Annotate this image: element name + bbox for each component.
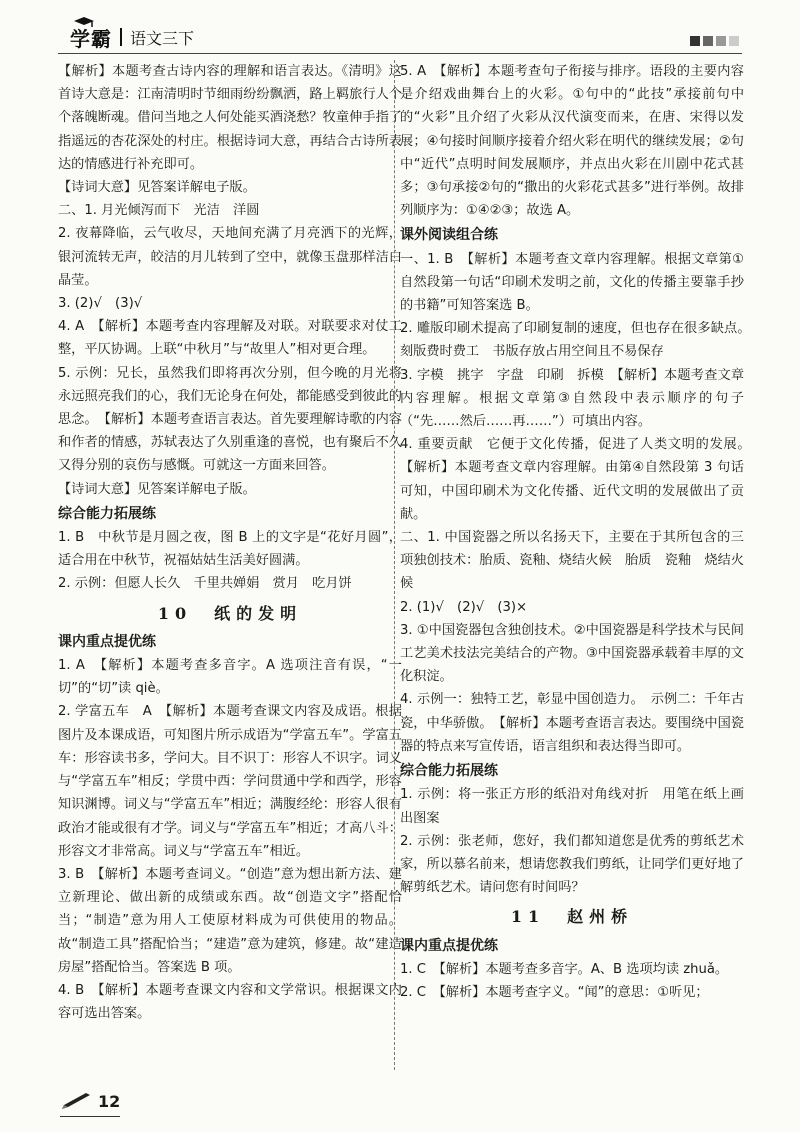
answer-paragraph: 4. A 【解析】本题考查内容理解及对联。对联要求对仗工整，平仄协调。上联“中秋月”与“故里人”相对更合理。	[58, 319, 402, 358]
answer-paragraph: 二、1. 中国瓷器之所以名扬天下，主要在于其所包含的三项独创技术：胎质、瓷釉、烧结火候 胎质 瓷釉 烧结火候	[400, 530, 744, 592]
header-logo	[70, 24, 194, 50]
header-square	[690, 36, 700, 46]
lesson-title: 10 纸的发明	[157, 603, 303, 623]
book-subject: 语文三下	[130, 28, 195, 48]
header-squares	[690, 36, 739, 46]
right-column	[400, 60, 758, 1004]
header-square	[716, 36, 726, 46]
answer-paragraph: 5. A 【解析】本题考查句子衔接与排序。语段的主要内容是介绍戏曲舞台上的火彩。①句中的“此技”承接前句中的“火彩”且介绍了火彩从汉代演变而来，在唐、宋得以发展；④句接时间顺序接着介绍火彩在明代的继续发展；②句中“近代”点明时间发展顺序，并点出火彩在川剧中花式甚多；③句承接②句的“撒出的火彩花式甚多”进行举例。故排列顺序为：①④②③；故选 A。	[400, 64, 744, 219]
answer-paragraph: 2. C 【解析】本题考查字义。“闻”的意思：①听见；	[400, 984, 709, 1000]
answer-paragraph: 4. B 【解析】本题考查课文内容和文学常识。根据课文内容可选出答案。	[58, 982, 402, 1022]
answer-paragraph: 【解析】本题考查古诗内容的理解和语言表达。《清明》这首诗大意是：江南清明时节细雨纷纷飘洒，路上羁旅行人个个落魄断魂。借问当地之人何处能买酒浇愁？牧童伸手指了指遥远的杏花深处的村庄。根据诗词大意，再结合古诗所表达的情感进行补充即可。	[58, 64, 402, 172]
left-column	[58, 60, 402, 1025]
answer-paragraph: 3. (2)√ (3)√	[58, 296, 143, 312]
answer-paragraph: 3. B 【解析】本题考查词义。“创造”意为想出新方法、建立新理论、做出新的成绩或东西。故“创造文字”搭配恰当；“制造”意为用人工使原材料成为可供使用的物品。故“制造工具”搭配恰当；“建造”意为建筑，修建。故“建造房屋”搭配恰当。答案选 B 项。	[58, 866, 402, 975]
answer-paragraph: 二、1. 月光倾泻而下 光洁 洋圆	[58, 203, 260, 219]
answer-paragraph: 2. 示例：张老师，您好，我们都知道您是优秀的剪纸艺术家，所以慕名前来，想请您教我们剪纸，让同学们更好地了解剪纸艺术。请问您有时间吗？	[400, 833, 744, 896]
answer-paragraph: 5. 示例：兄长，虽然我们即将再次分别，但今晚的月光将永远照亮我们的心，我们无论身在何处，都能感受到彼此的思念。 【解析】本题考查语言表达。首先要理解诗歌的内容和作者的情感，苏轼表达了久别重逢的喜悦，也有聚后不久又得分别的哀伤与感慨。可就这一方面来回答。	[58, 365, 402, 474]
answer-paragraph: 2. 示例：但愿人长久 千里共婵娟 赏月 吃月饼	[58, 576, 352, 592]
page-footer	[60, 1092, 120, 1111]
footer-rule	[60, 1116, 120, 1117]
page-number: 12	[98, 1092, 121, 1111]
answer-paragraph: 3. 字模 挑字 字盘 印刷 拆模 【解析】本题考查文章内容理解。根据文章第③自然段中表示顺序的句子（“先……然后……再……”）可填出内容。	[400, 367, 744, 430]
section-heading: 综合能力拓展练	[400, 763, 498, 780]
section-heading: 课外阅读组合练	[400, 227, 498, 244]
header-rule	[58, 53, 742, 54]
answer-paragraph: 1. B 中秋节是月圆之夜，图 B 上的文字是“花好月圆”，适合用在中秋节，祝福姑姑生活美好圆满。	[58, 530, 402, 569]
pencil-icon	[60, 1093, 94, 1111]
answer-paragraph: 4. 重要贡献 它便于文化传播，促进了人类文明的发展。 【解析】本题考查文章内容理解。由第④自然段第 3 句话可知，中国印刷术为文化传播、近代文明的发展做出了贡献。	[400, 437, 758, 522]
answer-paragraph: 2. 学富五车 A 【解析】本题考查课文内容及成语。根据图片及本课成语，可知图片所示成语为“学富五车”。学富五车：形容读书多，学问大。目不识丁：形容人不识字。词义与“学富五车”相反；学贯中西：学问贯通中学和西学，形容知识渊博。词义与“学富五车”相近；满腹经纶：形容人很有政治才能或很有才学。词义与“学富五车”相近；才高八斗：形容文才非常高。词义与“学富五车”相近。	[58, 704, 402, 859]
section-heading: 课内重点提优练	[58, 633, 156, 650]
answer-paragraph: 2. (1)√ (2)√ (3)×	[400, 599, 528, 615]
answer-paragraph: 2. 雕版印刷术提高了印刷复制的速度，但也存在很多缺点。 刻版费时费工 书版存放占用空间且不易保存	[400, 321, 758, 360]
header-square	[703, 36, 713, 46]
header-square	[729, 36, 739, 46]
lesson-title: 11 赵州桥	[510, 907, 634, 927]
answer-paragraph: 4. 示例一：独特工艺，彰显中国创造力。 示例二：千年古瓷，中华骄傲。 【解析】本题考查语言表达。要围绕中国瓷器的特点来写宣传语，语言组织和表达得当即可。	[400, 692, 744, 754]
answer-paragraph: 一、1. B 【解析】本题考查文章内容理解。根据文章第①自然段第一句话“印刷术发明之前，文化的传播主要靠手抄的书籍”可知答案选 B。	[400, 251, 744, 314]
column-divider	[394, 60, 396, 1070]
page-header	[0, 0, 800, 60]
answer-paragraph: 1. 示例：将一张正方形的纸沿对角线对折 用笔在纸上画出图案	[400, 787, 744, 826]
header-separator	[120, 28, 122, 46]
answer-paragraph: 2. 夜幕降临，云气收尽，天地间充满了月亮洒下的光辉，银河流转无声，皎洁的月儿转到了空中，就像玉盘那样洁白晶莹。	[58, 226, 402, 288]
answer-paragraph: 【诗词大意】见答案详解电子版。	[58, 180, 256, 196]
answer-paragraph: 【诗词大意】见答案详解电子版。	[58, 481, 256, 497]
answer-paragraph: 1. A 【解析】本题考查多音字。A 选项注音有误，“一切”的“切”读 qiè。	[58, 658, 402, 697]
brand-name: 学霸	[70, 26, 112, 51]
section-heading: 综合能力拓展练	[58, 505, 156, 522]
answer-paragraph: 1. C 【解析】本题考查多音字。A、B 选项均读 zhuǎ。	[400, 961, 729, 977]
answer-paragraph: 3. ①中国瓷器包含独创技术。②中国瓷器是科学技术与民间工艺美术技法完美结合的产物。③中国瓷器承载着丰厚的文化积淀。	[400, 622, 744, 685]
section-heading: 课内重点提优练	[400, 937, 498, 954]
